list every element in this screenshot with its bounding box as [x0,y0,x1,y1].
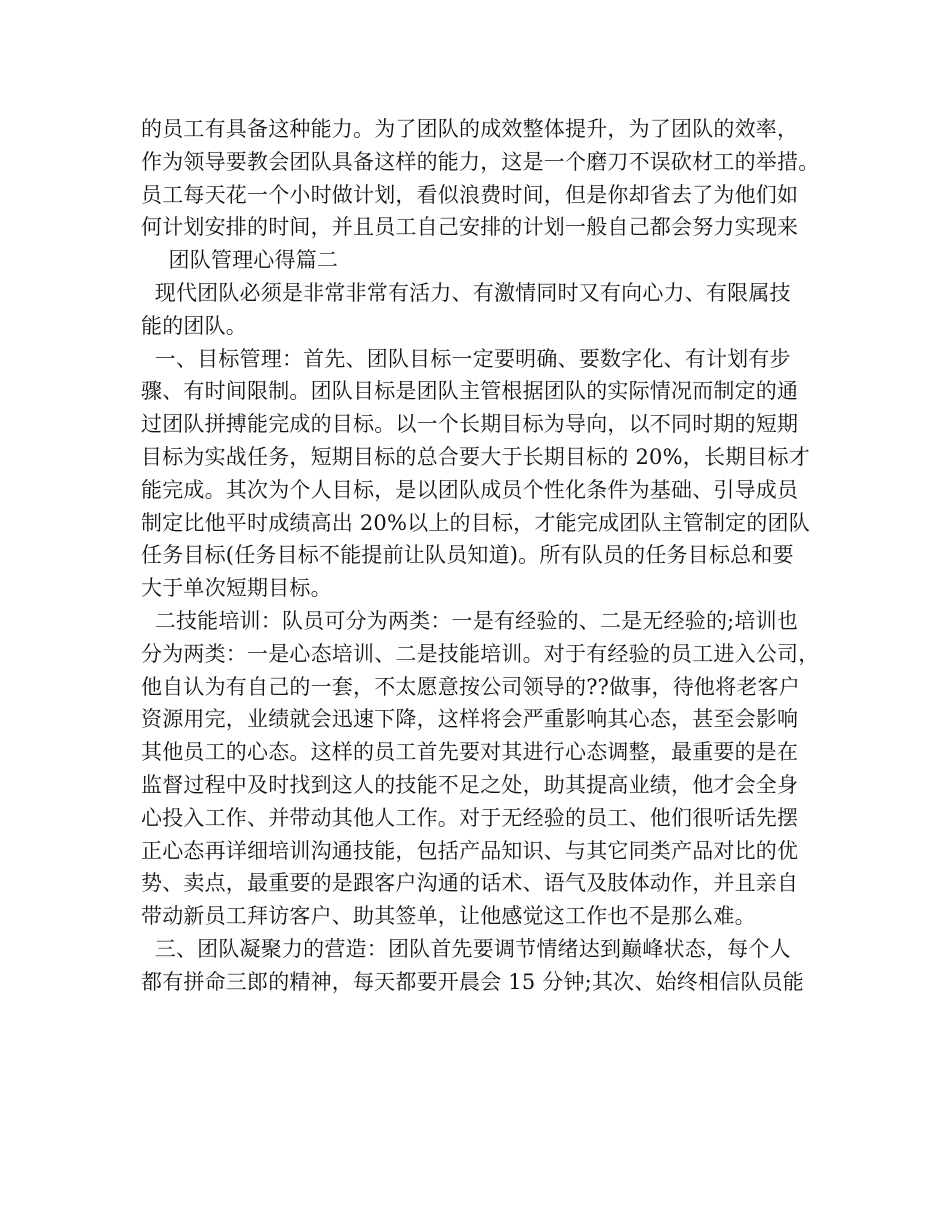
text-line: 都有拼命三郎的精神，每天都要开晨会 15 分钟;其次、始终相信队员能 [141,969,804,994]
text-line: 目标为实战任务，短期目标的总合要大于长期目标的 20%，长期目标才 [141,444,810,469]
text-line: 心投入工作、并带动其他人工作。对于无经验的员工、他们很听话先摆 [141,805,799,830]
section-heading: 团队管理心得篇二 [141,248,339,273]
text-line: 何计划安排的时间，并且员工自己安排的计划一般自己都会努力实现来 [141,215,799,240]
text-line: 现代团队必须是非常非常有活力、有激情同时又有向心力、有限属技 [141,280,791,305]
text-line: 员工每天花一个小时做计划，看似浪费时间，但是你却省去了为他们如 [141,182,799,207]
text-line: 资源用完，业绩就会迅速下降，这样将会严重影响其心态，甚至会影响 [141,707,799,732]
text-line: 监督过程中及时找到这人的技能不足之处，助其提高业绩，他才会全身 [141,772,799,797]
text-line: 正心态再详细培训沟通技能，包括产品知识、与其它同类产品对比的优 [141,838,799,863]
text-line: 分为两类：一是心态培训、二是技能培训。对于有经验的员工进入公司， [141,641,820,666]
text-line: 其他员工的心态。这样的员工首先要对其进行心态调整，最重要的是在 [141,740,799,765]
text-line: 作为领导要教会团队具备这样的能力，这是一个磨刀不误砍材工的举措。 [141,149,820,174]
text-line: 二技能培训：队员可分为两类：一是有经验的、二是无经验的;培训也 [141,608,799,633]
document-body [141,113,821,999]
text-line: 大于单次短期目标。 [141,576,332,601]
text-line: 他自认为有自己的一套，不太愿意按公司领导的??做事，待他将老客户 [141,674,800,699]
text-line: 能的团队。 [141,313,247,338]
text-line: 一、目标管理：首先、团队目标一定要明确、要数字化、有计划有步 [141,346,791,371]
text-line: 势、卖点，最重要的是跟客户沟通的话术、语气及肢体动作，并且亲自 [141,871,799,896]
text-line: 制定比他平时成绩高出 20%以上的目标，才能完成团队主管制定的团队 [141,510,810,535]
text-line: 能完成。其次为个人目标，是以团队成员个性化条件为基础、引导成员 [141,477,799,502]
text-line: 带动新员工拜访客户、助其签单，让他感觉这工作也不是那么难。 [141,904,756,929]
text-line: 骤、有时间限制。团队目标是团队主管根据团队的实际情况而制定的通 [141,379,799,404]
text-line: 任务目标(任务目标不能提前让队员知道)。所有队员的任务目标总和要 [141,543,794,568]
text-line: 三、团队凝聚力的营造：团队首先要调节情绪达到巅峰状态，每个人 [141,936,791,961]
text-line: 过团队拼搏能完成的目标。以一个长期目标为导向，以不同时期的短期 [141,412,799,437]
text-line: 的员工有具备这种能力。为了团队的成效整体提升，为了团队的效率， [141,117,799,141]
